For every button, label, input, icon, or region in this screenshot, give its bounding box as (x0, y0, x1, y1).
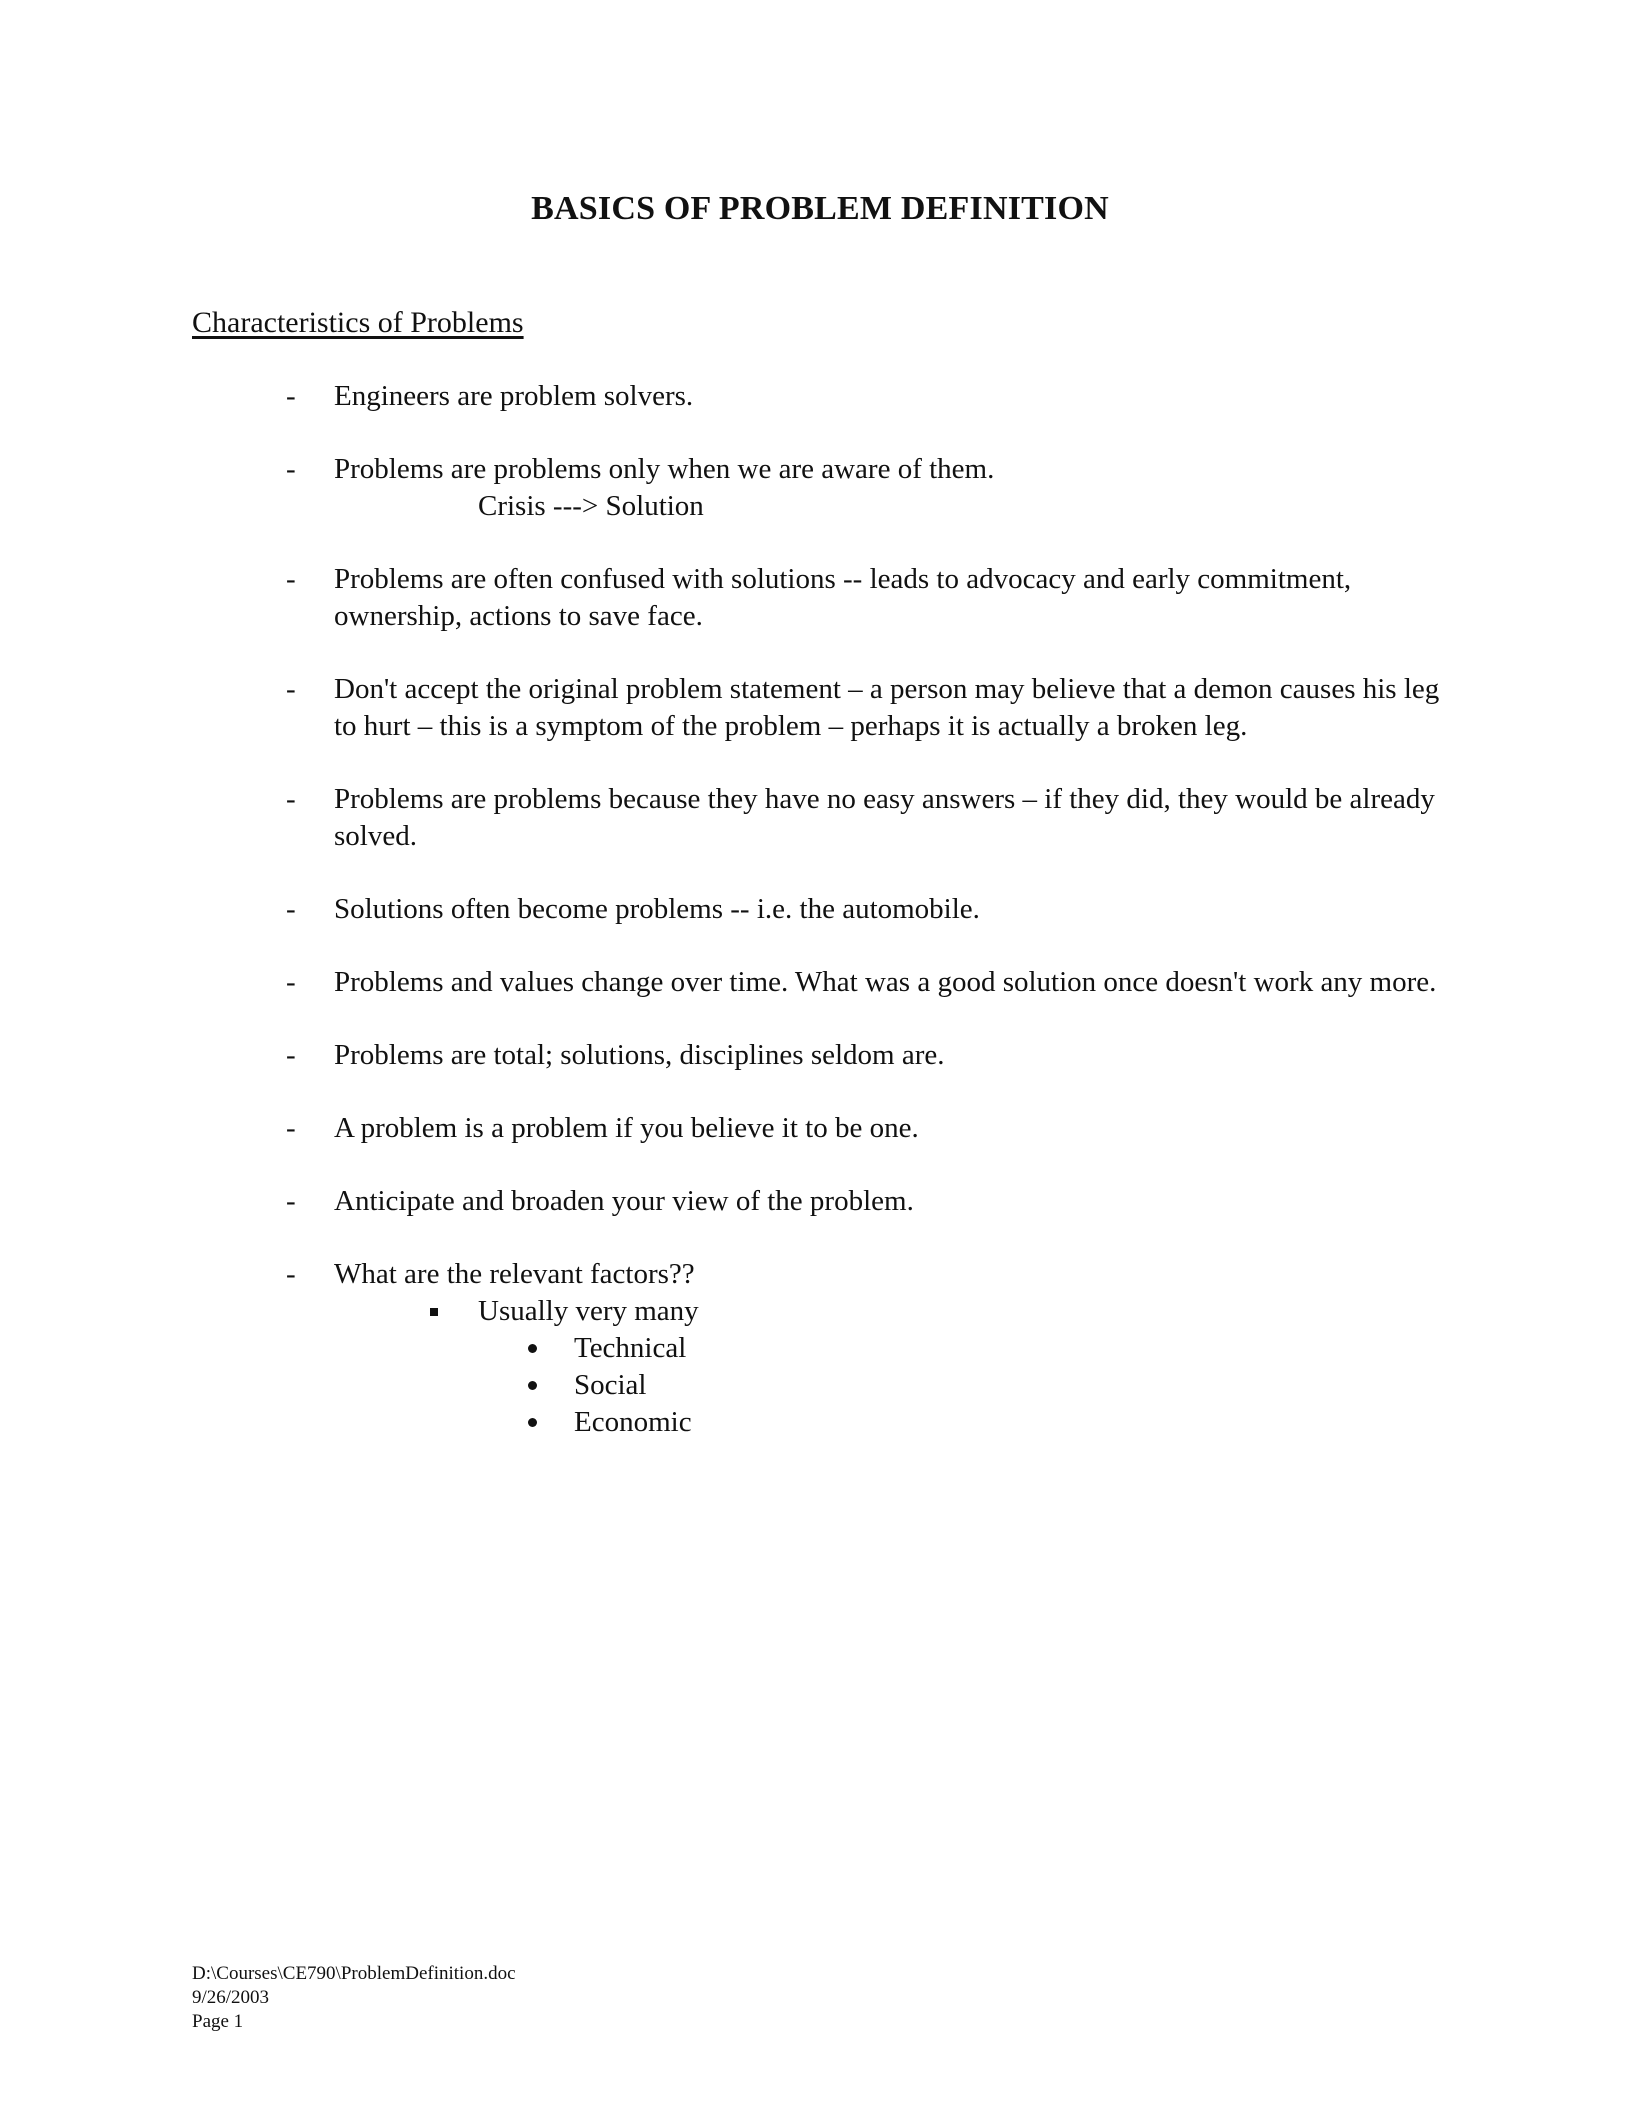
dash-bullet: - (286, 966, 296, 998)
dash-bullet: - (286, 1185, 296, 1217)
sub-sub-list-item-text: Social (574, 1369, 647, 1401)
dash-bullet: - (286, 453, 296, 485)
sub-sub-list-item (526, 1404, 1640, 1441)
list-item (0, 1183, 1640, 1220)
dash-bullet: - (286, 1112, 296, 1144)
dash-bullet: - (286, 1258, 296, 1290)
list-item-text: Problems are problems because they have no easy answers – if they did, they would be already solved. (334, 783, 1435, 852)
list-item (0, 964, 1640, 1001)
list-item (0, 451, 1640, 525)
list-item (0, 1037, 1640, 1074)
sub-sub-list-item-text: Economic (574, 1406, 692, 1438)
sub-list-item (428, 1293, 1640, 1330)
page-footer (192, 1962, 516, 2034)
round-bullet-icon (528, 1344, 537, 1353)
list-item-text: What are the relevant factors?? (334, 1258, 695, 1290)
page-title: BASICS OF PROBLEM DEFINITION (531, 190, 1109, 227)
list-item-text: Problems and values change over time. What was a good solution once doesn't work any more. (334, 966, 1437, 998)
list-item-text: Problems are problems only when we are aware of them. (334, 453, 995, 485)
list-item-text: Solutions often become problems -- i.e. the automobile. (334, 893, 980, 925)
list-item (0, 781, 1640, 855)
sub-list-item-text: Usually very many (478, 1295, 699, 1327)
sub-sub-list-item-text: Technical (574, 1332, 687, 1364)
sub-sub-list-item (526, 1367, 1640, 1404)
dash-bullet: - (286, 1039, 296, 1071)
dash-bullet: - (286, 783, 296, 815)
footer-file-path: D:\Courses\CE790\ProblemDefinition.doc (192, 1963, 516, 1984)
list-item (0, 671, 1640, 745)
round-bullet-icon (528, 1418, 537, 1427)
dash-bullet: - (286, 673, 296, 705)
list-item (0, 561, 1640, 635)
bullet-list (0, 378, 1640, 1477)
sub-sub-list-item (526, 1330, 1640, 1367)
list-item (0, 891, 1640, 928)
list-item (0, 378, 1640, 415)
list-item-subline: Crisis ---> Solution (478, 490, 704, 522)
list-item-text: Problems are total; solutions, disciplines seldom are. (334, 1039, 945, 1071)
footer-date: 9/26/2003 (192, 1987, 270, 2008)
dash-bullet: - (286, 893, 296, 925)
list-item-text: Anticipate and broaden your view of the problem. (334, 1185, 914, 1217)
section-heading: Characteristics of Problems (192, 306, 524, 339)
dash-bullet: - (286, 380, 296, 412)
list-item-text: Engineers are problem solvers. (334, 380, 694, 412)
list-item-text: Problems are often confused with solutions -- leads to advocacy and early commitment, ownership, actions to save face. (334, 563, 1352, 632)
list-item (0, 1110, 1640, 1147)
square-bullet-icon (430, 1308, 438, 1316)
list-item-text: A problem is a problem if you believe it to be one. (334, 1112, 919, 1144)
dash-bullet: - (286, 563, 296, 595)
list-item-text: Don't accept the original problem statement – a person may believe that a demon causes his leg to hurt – this is a symptom of the problem – perhaps it is actually a broken leg. (334, 673, 1440, 742)
round-bullet-icon (528, 1381, 537, 1390)
list-item (0, 1256, 1640, 1441)
footer-page-number: Page 1 (192, 2011, 244, 2032)
